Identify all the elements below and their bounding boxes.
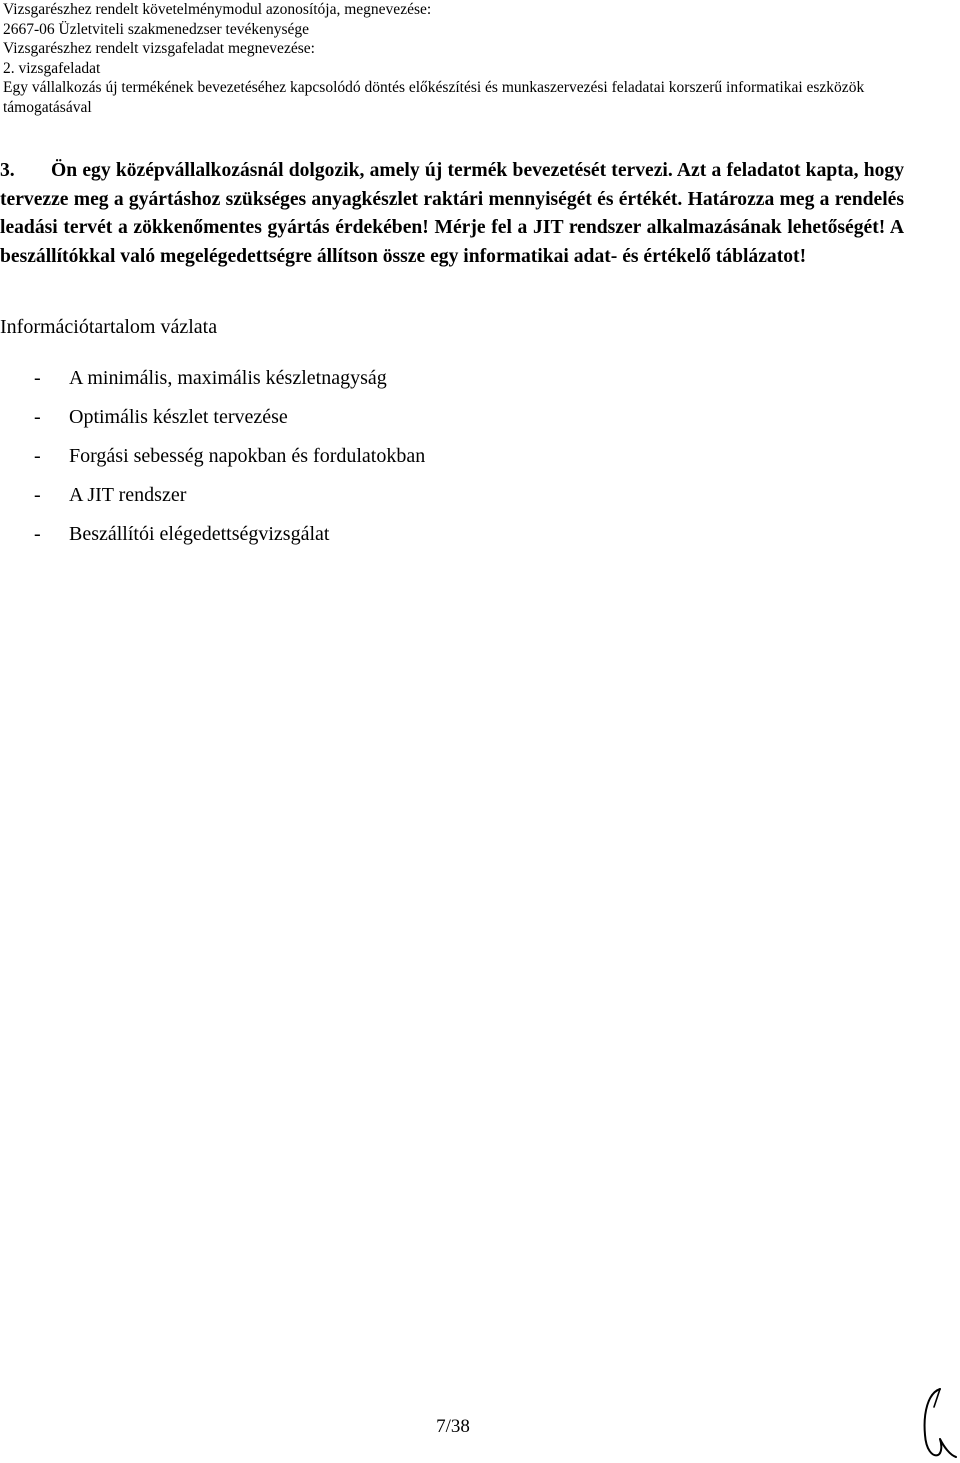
list-item-text: Forgási sebesség napokban és fordulatokban xyxy=(69,445,426,467)
task-description xyxy=(0,157,904,271)
list-item-text: A JIT rendszer xyxy=(69,484,187,506)
list-dash: - xyxy=(34,445,41,467)
module-name: 2667-06 Üzletviteli szakmenedzser tevékenysége xyxy=(3,20,310,38)
exam-task-name: Egy vállalkozás új termékének bevezetéséhez kapcsolódó döntés előkészítési és munkaszervezési feladatai korszerű informatikai eszközök támogatásával xyxy=(3,79,865,116)
list-dash: - xyxy=(34,484,41,506)
list-dash: - xyxy=(34,523,41,545)
list-item xyxy=(34,521,425,560)
exam-task-number: 2. vizsgafeladat xyxy=(3,59,101,77)
list-item xyxy=(34,365,425,404)
list-dash: - xyxy=(34,406,41,428)
task-text: Ön egy középvállalkozásnál dolgozik, amely új termék bevezetését tervezi. Azt a feladatot kapta, hogy tervezze meg a gyártáshoz szükséges anyagkészlet raktári mennyiségét és értékét. Határozza meg a rendelés leadási tervét a zökkenőmentes gyártás érdekében! Mérje fel a JIT rendszer alkalmazásának lehetőségét! A beszállítókkal való megelégedettségre állítson össze egy informatikai adat- és értékelő táblázatot! xyxy=(0,160,904,267)
list-item-text: A minimális, maximális készletnagyság xyxy=(69,367,387,389)
list-dash: - xyxy=(34,367,41,389)
list-item-text: Beszállítói elégedettségvizsgálat xyxy=(69,523,330,545)
module-label: Vizsgarészhez rendelt követelménymodul azonosítója, megnevezése: xyxy=(3,1,432,18)
outline-title: Információtartalom vázlata xyxy=(0,316,218,338)
list-item xyxy=(34,443,425,482)
exam-task-label: Vizsgarészhez rendelt vizsgafeladat megnevezése: xyxy=(3,40,315,57)
list-item xyxy=(34,404,425,443)
outline-list xyxy=(34,365,425,560)
exam-header xyxy=(3,0,953,117)
signature-mark xyxy=(918,1385,960,1463)
page-number: 7/38 xyxy=(436,1416,470,1437)
list-item-text: Optimális készlet tervezése xyxy=(69,406,288,428)
task-number: 3. xyxy=(0,160,15,181)
list-item xyxy=(34,482,425,521)
